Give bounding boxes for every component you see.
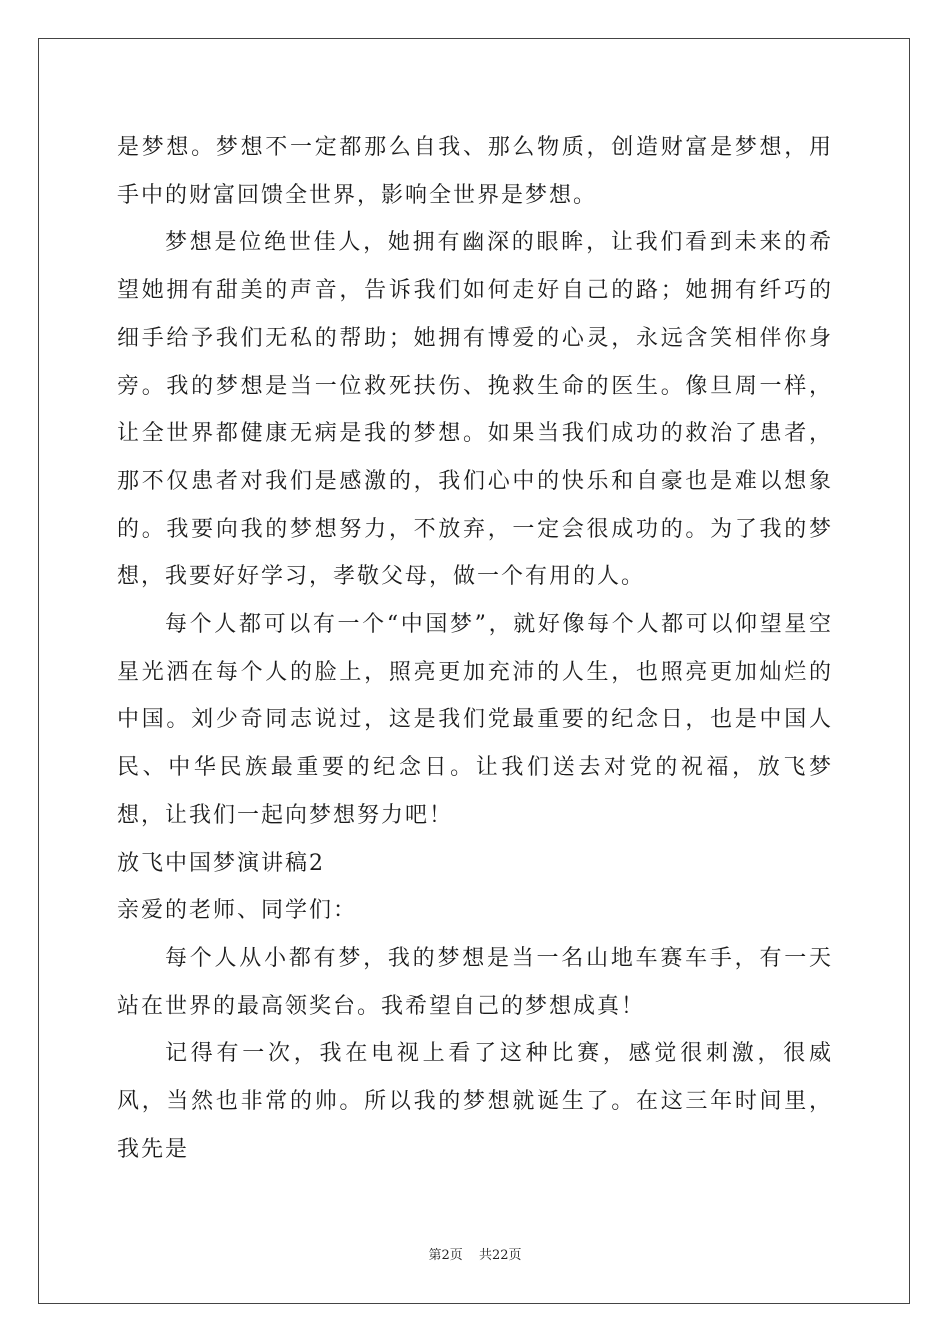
total-pages-label: 共22页	[478, 1248, 522, 1263]
paragraph-4: 每个人从小都有梦，我的梦想是当一名山地车赛车手，有一天站在世界的最高领奖台。我希望自己的梦想成真！	[117, 945, 833, 1019]
paragraph-3: 每个人都可以有一个“中国梦”，就好像每个人都可以仰望星空星光洒在每个人的脸上，照亮更加充沛的人生，也照亮更加灿烂的中国。刘少奇同志说过，这是我们党最重要的纪念日，也是中国人民、中华民族最重要的纪念日。让我们送去对党的祝福，放飞梦想，让我们一起向梦想努力吧！	[117, 612, 833, 828]
page-footer	[0, 1247, 950, 1265]
section-title: 放飞中国梦演讲稿2	[117, 850, 325, 876]
paragraph-2: 梦想是位绝世佳人，她拥有幽深的眼眸，让我们看到未来的希望她拥有甜美的声音，告诉我们如何走好自己的路；她拥有纤巧的细手给予我们无私的帮助；她拥有博爱的心灵，永远含笑相伴你身旁。我的梦想是当一位救死扶伤、挽救生命的医生。像旦周一样，让全世界都健康无病是我的梦想。如果当我们成功的救治了患者，那不仅患者对我们是感激的，我们心中的快乐和自豪也是难以想象的。我要向我的梦想努力，不放弃，一定会很成功的。为了我的梦想，我要好好学习，孝敬父母，做一个有用的人。	[117, 230, 833, 590]
paragraph-5: 记得有一次，我在电视上看了这种比赛，感觉很刺激，很威风，当然也非常的帅。所以我的梦想就诞生了。在这三年时间里，我先是	[117, 1041, 833, 1162]
greeting: 亲爱的老师、同学们：	[117, 898, 358, 924]
document-body	[117, 124, 833, 1173]
paragraph-1: 是梦想。梦想不一定都那么自我、那么物质，创造财富是梦想，用手中的财富回馈全世界，影响全世界是梦想。	[117, 135, 833, 208]
current-page-label: 第2页	[428, 1248, 463, 1263]
